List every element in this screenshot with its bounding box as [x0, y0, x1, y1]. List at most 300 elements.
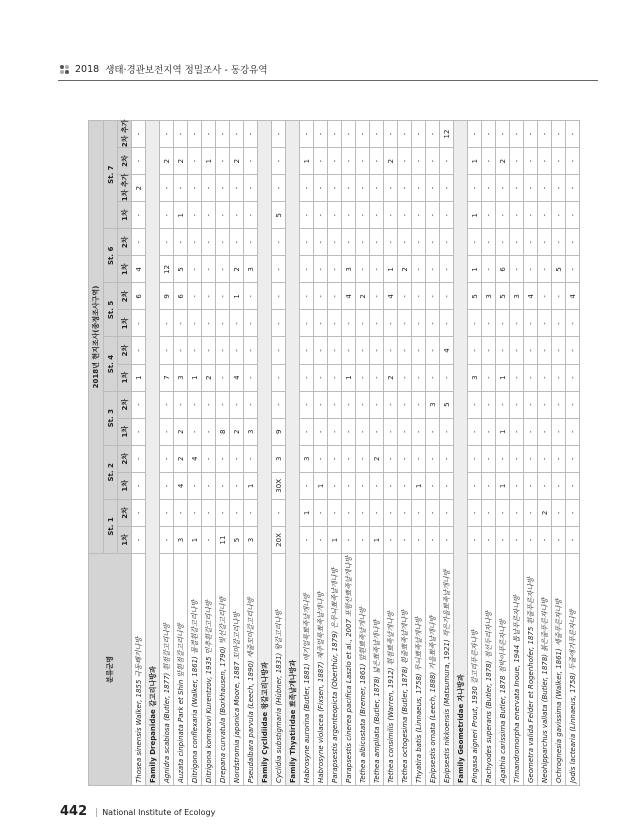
count-cell: -: [342, 337, 356, 364]
count-cell: -: [356, 391, 370, 418]
count-cell: -: [174, 337, 188, 364]
count-cell: -: [244, 310, 258, 337]
count-cell: -: [468, 499, 482, 526]
survey-round-header: 1차: [118, 202, 132, 229]
count-cell: -: [398, 391, 412, 418]
count-cell: -: [510, 256, 524, 283]
count-cell: -: [342, 310, 356, 337]
species-row: [398, 121, 412, 786]
species-row: [384, 121, 398, 786]
count-cell: -: [328, 337, 342, 364]
count-cell: 2: [356, 283, 370, 310]
count-cell: -: [300, 256, 314, 283]
count-cell: -: [426, 418, 440, 445]
count-cell: 2: [174, 445, 188, 472]
species-name: Habrosyne violacea (Fixsen, 1887) 제주얼룩뾰족날개나방: [314, 554, 328, 786]
count-cell: 20X: [272, 526, 286, 553]
count-cell: -: [468, 418, 482, 445]
count-cell: 1: [300, 148, 314, 175]
count-cell: -: [510, 175, 524, 202]
count-cell: -: [314, 148, 328, 175]
count-cell: -: [524, 310, 538, 337]
count-cell: -: [538, 175, 552, 202]
count-cell: -: [440, 445, 454, 472]
species-row: [552, 121, 566, 786]
count-cell: -: [202, 175, 216, 202]
survey-round-header: 2차: [118, 283, 132, 310]
count-cell: 4: [524, 283, 538, 310]
count-cell: 5: [552, 256, 566, 283]
count-cell: -: [538, 148, 552, 175]
count-cell: 4: [566, 283, 580, 310]
page-number: 442: [60, 804, 88, 819]
count-cell: -: [230, 499, 244, 526]
count-cell: -: [426, 526, 440, 553]
count-cell: -: [356, 472, 370, 499]
count-cell: -: [510, 121, 524, 148]
species-row: [328, 121, 342, 786]
count-cell: -: [272, 391, 286, 418]
family-row: [454, 121, 468, 786]
count-cell: -: [496, 175, 510, 202]
count-cell: -: [216, 148, 230, 175]
count-cell: -: [482, 256, 496, 283]
station-header: St. 1: [104, 499, 118, 553]
count-cell: 5: [230, 526, 244, 553]
species-name: Epipsestis nikkoensis (Matsumura, 1921) 작은가을뾰족날개나방: [440, 554, 454, 786]
count-cell: -: [314, 256, 328, 283]
count-cell: -: [468, 391, 482, 418]
count-cell: -: [300, 526, 314, 553]
count-cell: -: [468, 445, 482, 472]
count-cell: 4: [440, 337, 454, 364]
species-row: [468, 121, 482, 786]
survey-round-header: 2차: [118, 229, 132, 256]
count-cell: -: [328, 229, 342, 256]
count-cell: -: [202, 229, 216, 256]
count-cell: -: [524, 148, 538, 175]
survey-round-header: 2차: [118, 148, 132, 175]
survey-round-header: 1차: [118, 310, 132, 337]
count-cell: -: [328, 175, 342, 202]
species-name: Agnidra scabiosa (Butler, 1877) 흰점갈고리나방: [160, 554, 174, 786]
count-cell: -: [230, 310, 244, 337]
count-cell: 2: [174, 148, 188, 175]
count-cell: 3: [244, 526, 258, 553]
species-survey-table: [88, 120, 580, 786]
count-cell: 1: [244, 472, 258, 499]
species-name: Epipsestis ornata (Leech, 1888) 가을뾰족날개나방: [426, 554, 440, 786]
count-cell: -: [384, 310, 398, 337]
count-cell: -: [496, 337, 510, 364]
count-cell: -: [328, 202, 342, 229]
count-cell: -: [468, 526, 482, 553]
count-cell: -: [356, 418, 370, 445]
species-row: [496, 121, 510, 786]
count-cell: -: [398, 121, 412, 148]
species-row: [356, 121, 370, 786]
count-cell: -: [412, 526, 426, 553]
count-cell: -: [412, 310, 426, 337]
family-row: [146, 121, 160, 786]
count-cell: -: [216, 472, 230, 499]
count-cell: 9: [160, 283, 174, 310]
count-cell: -: [398, 283, 412, 310]
survey-round-header: 2차: [118, 499, 132, 526]
count-cell: -: [412, 337, 426, 364]
count-cell: -: [538, 337, 552, 364]
count-cell: -: [216, 202, 230, 229]
count-cell: -: [398, 310, 412, 337]
count-cell: -: [426, 202, 440, 229]
species-row: [510, 121, 524, 786]
count-cell: -: [384, 202, 398, 229]
count-cell: 3: [482, 283, 496, 310]
count-cell: -: [300, 229, 314, 256]
count-cell: -: [370, 148, 384, 175]
family-row: [258, 121, 272, 786]
count-cell: -: [160, 121, 174, 148]
species-name: Tethea albicostata (Bremer, 1861) 앞흰뾰족날개나방: [356, 554, 370, 786]
count-cell: -: [496, 499, 510, 526]
count-cell: 1: [496, 364, 510, 391]
count-cell: -: [356, 148, 370, 175]
count-cell: -: [202, 418, 216, 445]
survey-title: 2018년 현지조사(종정조사구역): [89, 121, 104, 554]
count-cell: -: [552, 283, 566, 310]
count-cell: 1: [314, 472, 328, 499]
count-cell: -: [370, 472, 384, 499]
count-cell: -: [482, 391, 496, 418]
count-cell: -: [384, 337, 398, 364]
count-cell: -: [328, 364, 342, 391]
count-cell: -: [356, 229, 370, 256]
count-cell: -: [202, 526, 216, 553]
header-divider: [58, 80, 598, 81]
count-cell: -: [566, 310, 580, 337]
species-row: [314, 121, 328, 786]
count-cell: 8: [216, 418, 230, 445]
station-header: St. 5: [104, 283, 118, 337]
species-row: [272, 121, 286, 786]
count-cell: -: [482, 121, 496, 148]
survey-round-header: 1차: [118, 418, 132, 445]
count-cell: -: [244, 445, 258, 472]
count-cell: -: [524, 472, 538, 499]
count-cell: 1: [230, 283, 244, 310]
count-cell: -: [482, 148, 496, 175]
species-row: [174, 121, 188, 786]
count-cell: -: [440, 256, 454, 283]
count-cell: -: [314, 229, 328, 256]
count-cell: -: [384, 391, 398, 418]
count-cell: 2: [538, 499, 552, 526]
count-cell: -: [538, 121, 552, 148]
count-cell: -: [468, 175, 482, 202]
count-cell: -: [398, 202, 412, 229]
survey-round-header: 1차: [118, 364, 132, 391]
count-cell: -: [356, 499, 370, 526]
species-row: [412, 121, 426, 786]
count-cell: -: [300, 283, 314, 310]
species-row: [566, 121, 580, 786]
count-cell: -: [328, 256, 342, 283]
count-cell: 1: [468, 148, 482, 175]
count-cell: -: [538, 445, 552, 472]
count-cell: -: [482, 526, 496, 553]
count-cell: -: [412, 148, 426, 175]
count-cell: -: [398, 337, 412, 364]
count-cell: -: [384, 229, 398, 256]
count-cell: -: [524, 526, 538, 553]
count-cell: -: [524, 202, 538, 229]
count-cell: -: [384, 418, 398, 445]
species-name: Thyatira batis (Linnaeus, 1758) 무늬뾰족날개나방: [412, 554, 426, 786]
count-cell: 4: [174, 472, 188, 499]
count-cell: -: [216, 337, 230, 364]
count-cell: -: [482, 202, 496, 229]
count-cell: -: [398, 472, 412, 499]
count-cell: -: [370, 337, 384, 364]
count-cell: -: [160, 445, 174, 472]
count-cell: -: [300, 418, 314, 445]
count-cell: -: [412, 499, 426, 526]
count-cell: -: [412, 283, 426, 310]
count-cell: -: [566, 499, 580, 526]
count-cell: -: [398, 418, 412, 445]
count-cell: -: [328, 310, 342, 337]
count-cell: -: [496, 202, 510, 229]
count-cell: -: [496, 229, 510, 256]
count-cell: 1: [132, 364, 146, 391]
species-row: [426, 121, 440, 786]
count-cell: -: [426, 364, 440, 391]
count-cell: -: [188, 310, 202, 337]
count-cell: -: [384, 175, 398, 202]
count-cell: -: [160, 526, 174, 553]
count-cell: -: [132, 391, 146, 418]
count-cell: 1: [384, 256, 398, 283]
species-name: Neohipparchus vallata (Butler, 1878) 붉은줄푸른자나방: [538, 554, 552, 786]
count-cell: 3: [272, 445, 286, 472]
survey-round-header: 2차 추가: [118, 121, 132, 148]
count-cell: 1: [468, 256, 482, 283]
count-cell: -: [370, 175, 384, 202]
count-cell: -: [342, 526, 356, 553]
count-cell: -: [342, 499, 356, 526]
count-cell: -: [524, 364, 538, 391]
count-cell: 11: [216, 526, 230, 553]
count-cell: -: [356, 445, 370, 472]
count-cell: 2: [230, 148, 244, 175]
count-cell: -: [132, 229, 146, 256]
count-cell: -: [356, 364, 370, 391]
count-cell: 3: [426, 391, 440, 418]
species-name: Drepana curvatula (Borkhausen, 1790) 빗선갈고리나방: [216, 554, 230, 786]
count-cell: -: [552, 121, 566, 148]
count-cell: -: [510, 364, 524, 391]
count-cell: -: [538, 202, 552, 229]
count-cell: -: [160, 391, 174, 418]
count-cell: -: [524, 391, 538, 418]
count-cell: -: [398, 364, 412, 391]
species-row: [300, 121, 314, 786]
count-cell: -: [202, 391, 216, 418]
count-cell: 4: [230, 364, 244, 391]
count-cell: -: [426, 256, 440, 283]
count-cell: -: [510, 445, 524, 472]
species-row: [440, 121, 454, 786]
count-cell: -: [230, 391, 244, 418]
count-cell: 2: [398, 256, 412, 283]
count-cell: -: [174, 499, 188, 526]
species-row: [342, 121, 356, 786]
footer-separator: |: [95, 808, 99, 818]
count-cell: -: [538, 391, 552, 418]
count-cell: -: [174, 310, 188, 337]
count-cell: -: [132, 472, 146, 499]
count-cell: -: [314, 175, 328, 202]
count-cell: 2: [496, 148, 510, 175]
count-cell: 1: [300, 499, 314, 526]
count-cell: -: [356, 121, 370, 148]
count-cell: -: [398, 175, 412, 202]
count-cell: -: [384, 445, 398, 472]
count-cell: -: [538, 229, 552, 256]
station-header: St. 3: [104, 391, 118, 445]
count-cell: -: [356, 337, 370, 364]
count-cell: -: [244, 121, 258, 148]
count-cell: 6: [174, 283, 188, 310]
species-name: Geometra valida Felder et Rogenhofer, 1875 흰줄푸른자나방: [524, 554, 538, 786]
count-cell: -: [216, 283, 230, 310]
count-cell: -: [482, 337, 496, 364]
count-cell: -: [552, 364, 566, 391]
count-cell: -: [188, 418, 202, 445]
count-cell: -: [272, 121, 286, 148]
count-cell: -: [244, 499, 258, 526]
count-cell: -: [216, 364, 230, 391]
species-name: Parapsestis cinerea pacifica Laszlo et al., 2007 포함산뾰족날개나방: [342, 554, 356, 786]
count-cell: -: [482, 499, 496, 526]
count-cell: -: [552, 175, 566, 202]
count-cell: -: [342, 121, 356, 148]
count-cell: 1: [412, 472, 426, 499]
species-name: Parapsestis argenteopicta (Oberthür, 1879) 은무늬뾰족날개나방: [328, 554, 342, 786]
count-cell: 1: [202, 148, 216, 175]
count-cell: -: [566, 445, 580, 472]
count-cell: -: [566, 418, 580, 445]
count-cell: -: [356, 310, 370, 337]
count-cell: -: [272, 148, 286, 175]
count-cell: -: [426, 148, 440, 175]
count-cell: -: [440, 229, 454, 256]
species-row: [188, 121, 202, 786]
count-cell: -: [272, 310, 286, 337]
count-cell: -: [482, 418, 496, 445]
count-cell: 4: [188, 445, 202, 472]
count-cell: -: [412, 121, 426, 148]
count-cell: -: [328, 418, 342, 445]
species-name: Pingasa aigneri Prout, 1930 갈고리푸른자나방: [468, 554, 482, 786]
count-cell: -: [300, 175, 314, 202]
count-cell: -: [510, 418, 524, 445]
species-name: Ditrigona komarovi Kurentzov, 1935 민추흰갈고리나방: [202, 554, 216, 786]
count-cell: 2: [370, 445, 384, 472]
survey-round-header: 2차: [118, 337, 132, 364]
header-title: 생태·경관보전지역 정밀조사 - 동강유역: [105, 65, 268, 76]
count-cell: 2: [230, 418, 244, 445]
count-cell: -: [244, 364, 258, 391]
header-bullets-icon: [60, 65, 69, 74]
count-cell: -: [510, 337, 524, 364]
count-cell: 5: [440, 391, 454, 418]
count-cell: -: [524, 256, 538, 283]
count-cell: -: [174, 391, 188, 418]
count-cell: 9: [272, 418, 286, 445]
count-cell: -: [370, 121, 384, 148]
count-cell: 6: [132, 283, 146, 310]
count-cell: -: [398, 499, 412, 526]
count-cell: -: [426, 499, 440, 526]
family-name: Family Drepanidae 갈고리나방과: [146, 121, 160, 786]
count-cell: -: [566, 202, 580, 229]
station-header: St. 2: [104, 445, 118, 499]
count-cell: -: [496, 526, 510, 553]
count-cell: -: [188, 175, 202, 202]
count-cell: -: [440, 499, 454, 526]
header-year: 2018: [75, 63, 100, 75]
count-cell: -: [300, 472, 314, 499]
count-cell: -: [370, 256, 384, 283]
count-cell: 4: [384, 283, 398, 310]
count-cell: -: [566, 364, 580, 391]
survey-round-header: 1차: [118, 526, 132, 553]
count-cell: -: [272, 499, 286, 526]
count-cell: -: [216, 391, 230, 418]
count-cell: -: [230, 202, 244, 229]
count-cell: -: [356, 202, 370, 229]
count-cell: -: [314, 202, 328, 229]
count-cell: -: [342, 445, 356, 472]
count-cell: -: [552, 391, 566, 418]
count-cell: -: [552, 337, 566, 364]
count-cell: -: [440, 418, 454, 445]
page-footer: [60, 804, 215, 819]
count-cell: -: [440, 310, 454, 337]
count-cell: -: [188, 256, 202, 283]
count-cell: -: [552, 499, 566, 526]
count-cell: -: [188, 472, 202, 499]
species-name: Ochrognesia gavissima (Walker, 1861) 세줄푸른자나방: [552, 554, 566, 786]
count-cell: -: [328, 472, 342, 499]
count-cell: -: [132, 418, 146, 445]
count-cell: -: [244, 391, 258, 418]
count-cell: -: [440, 148, 454, 175]
count-cell: -: [328, 148, 342, 175]
count-cell: -: [426, 283, 440, 310]
count-cell: -: [412, 202, 426, 229]
count-cell: -: [314, 337, 328, 364]
count-cell: 1: [174, 202, 188, 229]
species-name: Timandromorpha enervata Inoue, 1944 톱날푸른자나방: [510, 554, 524, 786]
species-name: Nordstromia japonica Moore, 1887 꼬마갈고리나방: [230, 554, 244, 786]
count-cell: -: [426, 229, 440, 256]
count-cell: -: [412, 445, 426, 472]
count-cell: -: [384, 121, 398, 148]
count-cell: -: [328, 283, 342, 310]
count-cell: -: [314, 526, 328, 553]
